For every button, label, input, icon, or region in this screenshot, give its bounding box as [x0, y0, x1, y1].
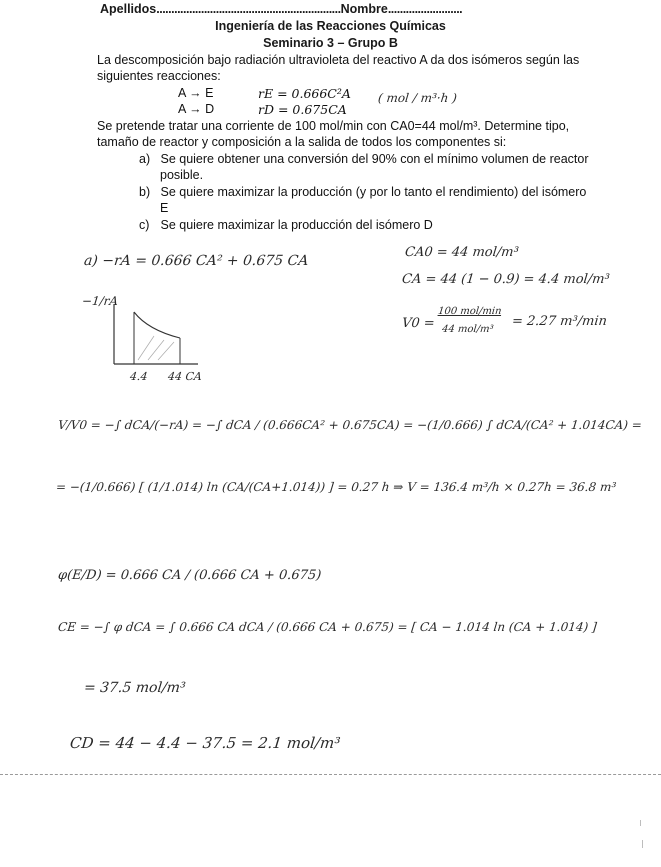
scan-mark — [642, 840, 643, 848]
item-b-text: Se quiere maximizar la producción (y por lo tanto el rendimiento) del isómero — [160, 185, 587, 199]
hw-integral-1: V/V0 = −∫ dCA/(−rA) = −∫ dCA / (0.666CA² + 0.675CA) = −(1/0.666) ∫ dCA/(CA² + 1.014CA) = — [57, 418, 643, 432]
scan-mark — [640, 820, 641, 826]
statement-line-1: Se pretende tratar una corriente de 100 mol/min con CA0=44 mol/m³. Determine tipo, — [97, 119, 570, 133]
hw-ce-result: = 37.5 mol/m³ — [83, 680, 187, 696]
hw-cd-result: CD = 44 − 4.4 − 37.5 = 2.1 mol/m³ — [69, 734, 342, 752]
reaction-2: A → D — [178, 102, 215, 116]
hw-rate-expression: a) −rA = 0.666 CA² + 0.675 CA — [83, 253, 310, 269]
page-separator — [0, 774, 661, 775]
graph-axes — [114, 304, 198, 364]
reaction-1: A → E — [178, 86, 214, 100]
hw-v0-den: 44 mol/m³ — [441, 324, 495, 335]
graph-y-label: −1/rA — [81, 294, 119, 308]
apellidos-line — [100, 2, 462, 16]
item-b-label: b) — [139, 185, 151, 199]
apellidos-blank: .............................................................. — [156, 2, 341, 16]
intro-line-2: siguientes reacciones: — [97, 69, 221, 83]
hw-integral-2: = −(1/0.666) [ (1/1.014) ln (CA/(CA+1.014)) ] = 0.27 h ⇒ V = 136.4 m³/h × 0.27h = 36.8 m³ — [55, 480, 617, 494]
item-a-text: Se quiere obtener una conversión del 90% con el mínimo volumen de reactor — [160, 152, 589, 166]
hw-v0-rhs: = 2.27 m³/min — [511, 314, 608, 329]
rate-2: rD = 0.675CA — [258, 102, 347, 117]
nombre-label: Nombre — [340, 2, 388, 16]
graph-x-tick-2: 44 CA — [167, 370, 203, 383]
graph-curve — [134, 312, 180, 338]
item-c-label: c) — [139, 218, 150, 232]
item-b — [139, 185, 586, 199]
hw-ca: CA = 44 (1 − 0.9) = 4.4 mol/m³ — [401, 272, 611, 287]
rate-1: rE = 0.666C²A — [258, 86, 351, 101]
course-title: Ingeniería de las Reacciones Químicas — [215, 19, 446, 33]
hw-v0-lhs: V0 = — [401, 316, 436, 331]
graph-x-tick-1: 4.4 — [129, 370, 149, 383]
rate-units: ( mol / m³·h ) — [377, 91, 458, 105]
item-c — [139, 218, 433, 232]
item-b-cont: E — [160, 201, 169, 215]
item-a-cont: posible. — [160, 168, 204, 182]
intro-line-1: La descomposición bajo radiación ultravioleta del reactivo A da dos isómeros según las — [97, 53, 580, 67]
hw-v0-num: 100 mol/min — [437, 306, 503, 317]
hw-ce-integral: CE = −∫ φ dCA = ∫ 0.666 CA dCA / (0.666 CA + 0.675) = [ CA − 1.014 ln (CA + 1.014) ] — [57, 620, 598, 634]
nombre-blank: ......................... — [387, 2, 463, 16]
apellidos-label: Apellidos — [100, 2, 157, 16]
levenspiel-graph — [108, 300, 208, 380]
graph-hatching — [138, 336, 174, 360]
item-a-label: a) — [139, 152, 151, 166]
hw-ca0: CA0 = 44 mol/m³ — [404, 245, 520, 260]
statement-line-2: tamaño de reactor y composición a la salida de todos los componentes si: — [97, 135, 507, 149]
item-a — [139, 152, 589, 166]
item-c-text: Se quiere maximizar la producción del isómero D — [160, 218, 433, 232]
hw-phi: φ(E/D) = 0.666 CA / (0.666 CA + 0.675) — [57, 568, 323, 583]
seminar-subtitle: Seminario 3 – Grupo B — [263, 36, 398, 50]
